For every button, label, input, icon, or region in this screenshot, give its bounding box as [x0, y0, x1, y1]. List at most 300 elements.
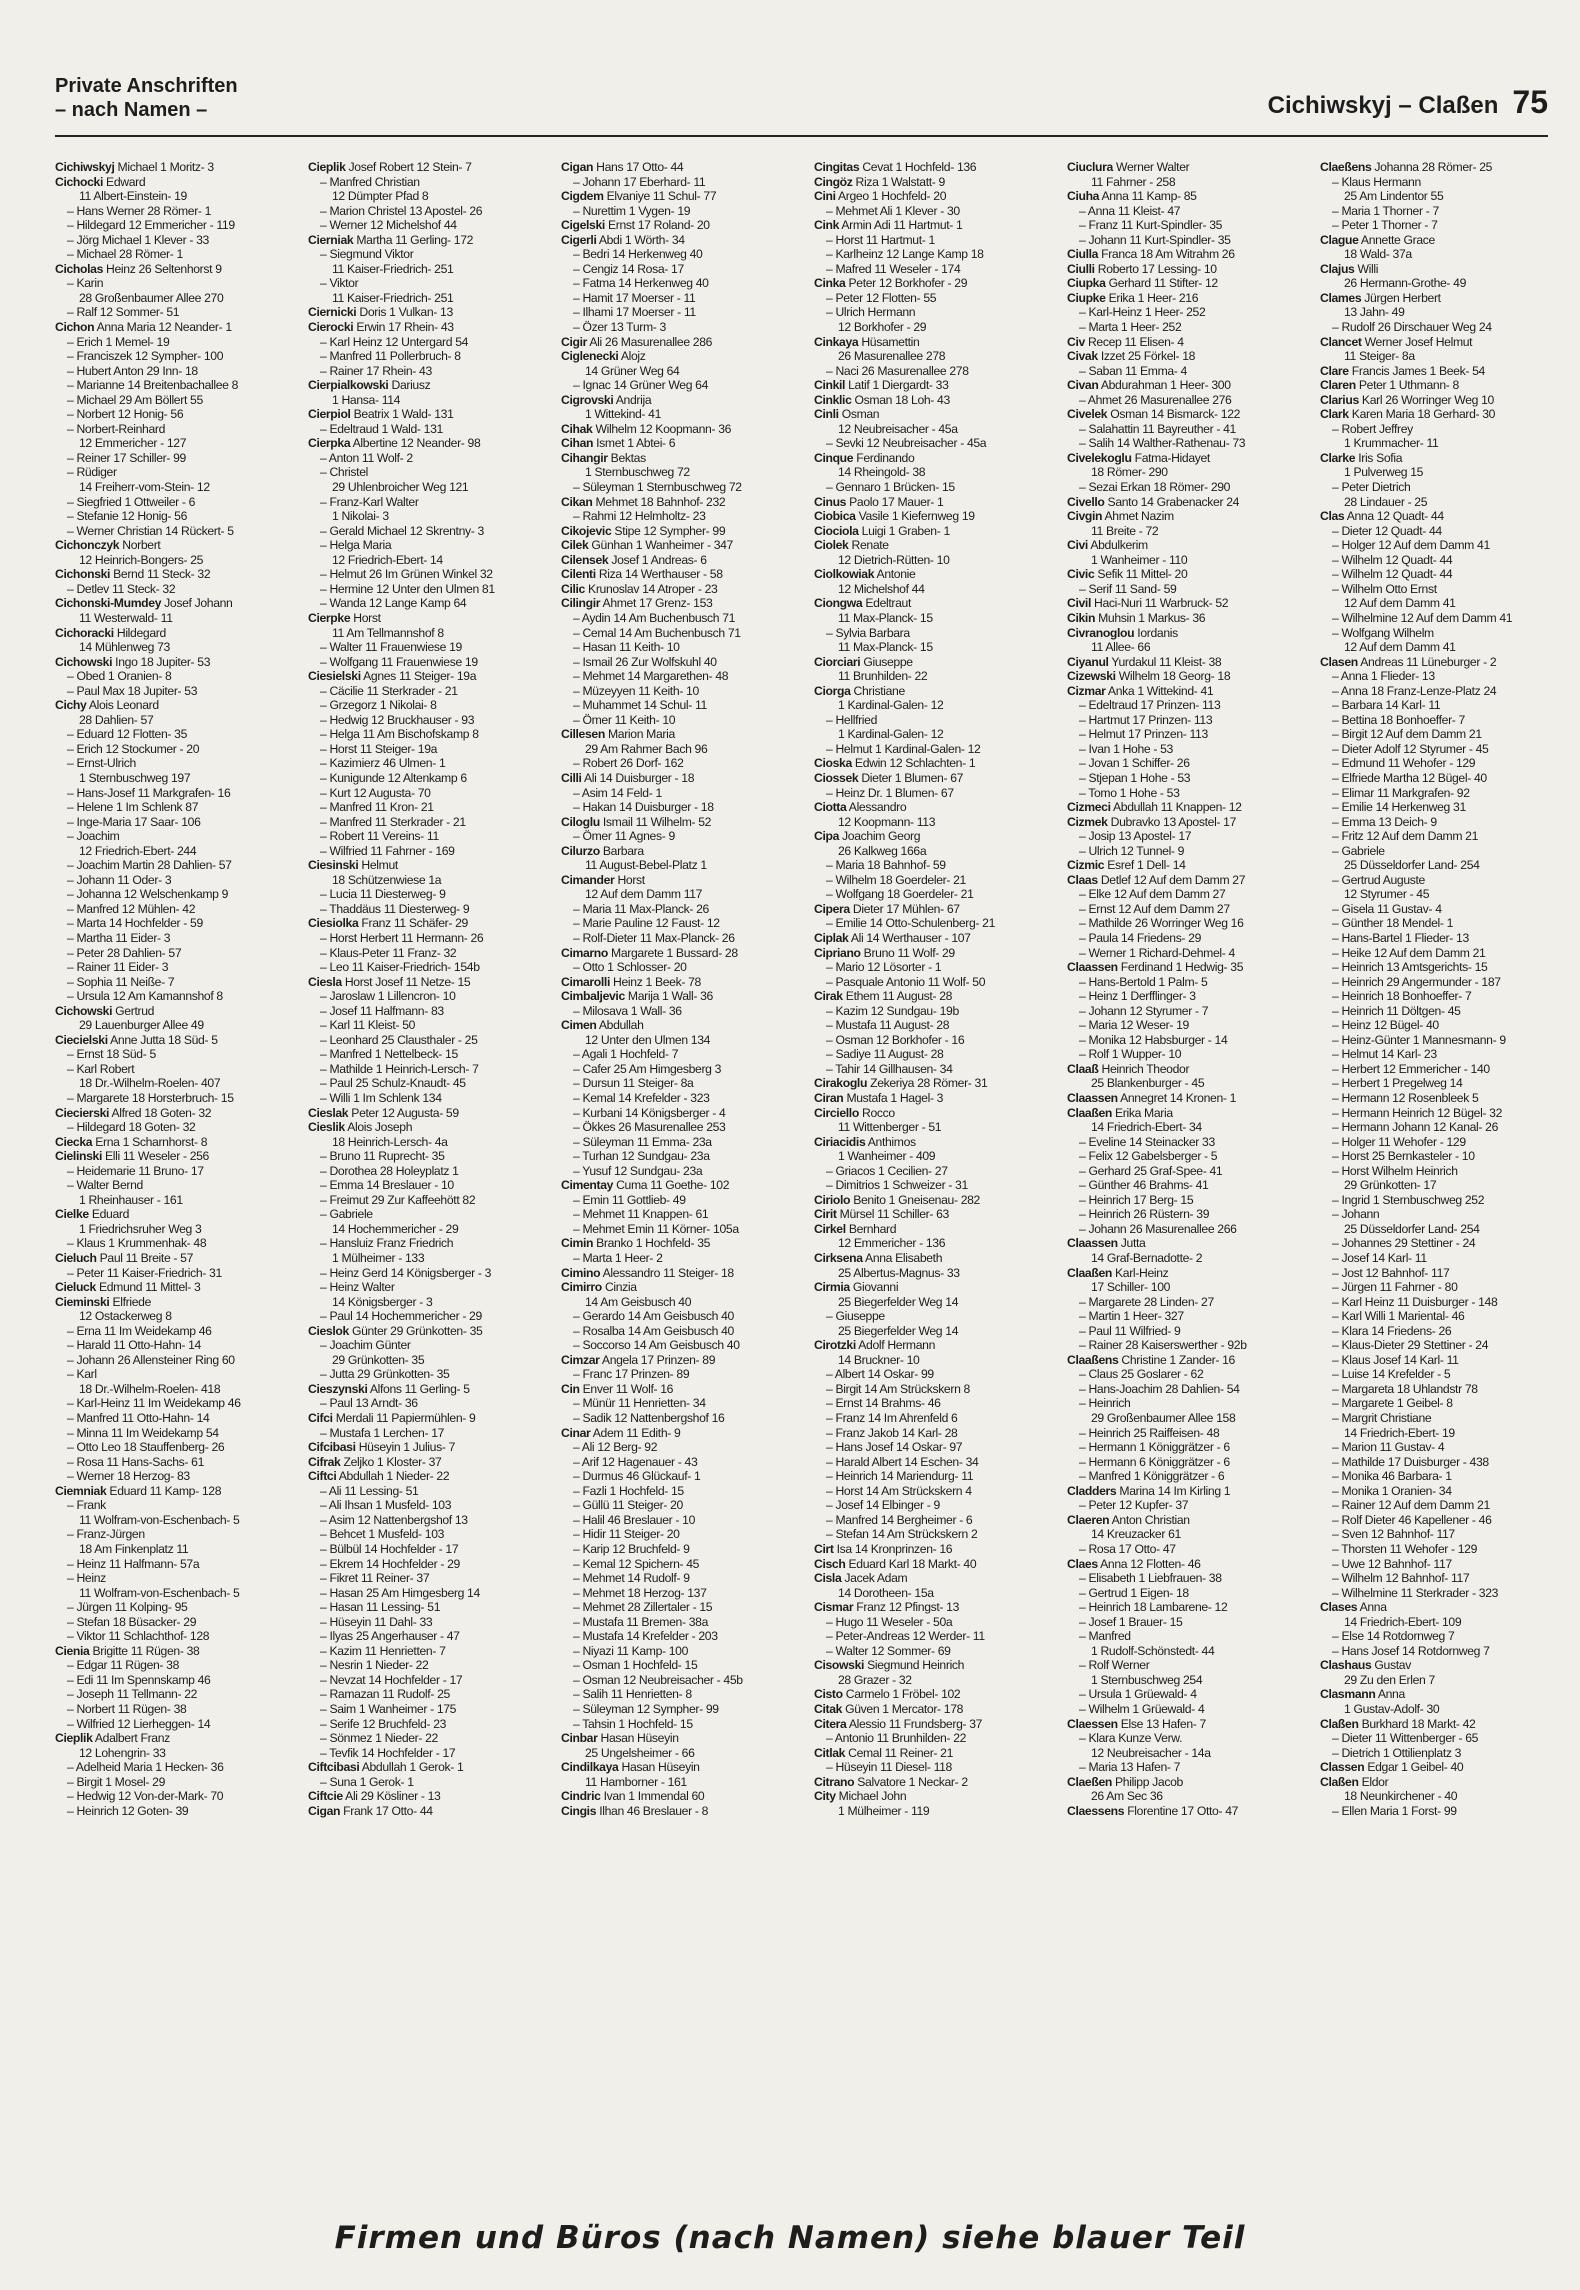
entry-surname-line — [1067, 815, 1302, 830]
entry-sub-line: – Agali 1 Hochfeld- 7 — [561, 1047, 796, 1062]
entry-sub-line: – Albert 14 Oskar- 99 — [814, 1367, 1049, 1382]
entry-sub-line: – Klara 14 Friedens- 26 — [1320, 1324, 1555, 1339]
entry-sub-line: – Ali 12 Berg- 92 — [561, 1440, 796, 1455]
entry-sub-line: – Birgit 1 Mosel- 29 — [55, 1775, 290, 1790]
entry-surname-line — [814, 800, 1049, 815]
entry-detail: Willi — [1354, 261, 1379, 276]
entry-sub-line: – Wilhelm Otto Ernst — [1320, 582, 1555, 597]
entry-sub-line: – Hans-Bartel 1 Flieder- 13 — [1320, 931, 1555, 946]
entry-surname-line — [814, 771, 1049, 786]
entry-sub-line: – Josip 13 Apostel- 17 — [1067, 829, 1302, 844]
entry-detail: Florentine 17 Otto- 47 — [1124, 1803, 1239, 1818]
entry-sub-line: – Heinz Gerd 14 Königsberger - 3 — [308, 1266, 543, 1281]
entry-sub-line: – Margarete 18 Horsterbruch- 15 — [55, 1091, 290, 1106]
surname: Clasen — [1320, 654, 1358, 669]
surname: Cizmeci — [1067, 800, 1111, 815]
entry-sub-line: – Mehmet Emin 11 Körner- 105a — [561, 1222, 796, 1237]
entry-surname-line — [308, 1804, 543, 1819]
entry-sub-line: – Gisela 11 Gustav- 4 — [1320, 902, 1555, 917]
entry-surname-line — [814, 393, 1049, 408]
entry-sub-line: – Joachim Martin 28 Dahlien- 57 — [55, 858, 290, 873]
entry-surname-line — [814, 596, 1049, 611]
entry-sub-line: – Heinz 11 Halfmann- 57a — [55, 1557, 290, 1572]
surname: Cingis — [561, 1803, 597, 1818]
entry-sub-line: – Ramazan 11 Rudolf- 25 — [308, 1687, 543, 1702]
entry-continuation-line: 12 Auf dem Damm 41 — [1344, 596, 1456, 611]
entry-sub-line: – Hans-Josef 11 Markgrafen- 16 — [55, 786, 290, 801]
entry-detail: Alois Joseph — [344, 1120, 413, 1135]
entry-sub-line: – Franz 14 Im Ahrenfeld 6 — [814, 1411, 1049, 1426]
entry-sub-line: – Johann 12 Styrumer - 7 — [1067, 1004, 1302, 1019]
surname: Ciuha — [1067, 189, 1100, 204]
entry-detail: Anna — [1375, 1687, 1405, 1702]
entry-sub-line: – Ismail 26 Zur Wolfskuhl 40 — [561, 655, 796, 670]
entry-sub-line: – Franz-Karl Walter — [308, 495, 543, 510]
entry-sub-line: – Heinrich — [1067, 1396, 1302, 1411]
surname: Cirt — [814, 1541, 834, 1556]
entry-surname-line — [814, 684, 1049, 699]
surname: Civic — [1067, 567, 1095, 582]
entry-sub-line: – Tomo 1 Hohe - 53 — [1067, 786, 1302, 801]
entry-sub-line: – Ömer 11 Keith- 10 — [561, 713, 796, 728]
entry-sub-line: – Manfred 14 Bergheimer - 6 — [814, 1513, 1049, 1528]
entry-surname-line — [1320, 509, 1555, 524]
entry-sub-line: – Klaus Hermann — [1320, 175, 1555, 190]
entry-sub-line: – Rainer 11 Eider- 3 — [55, 960, 290, 975]
entry-sub-line: – Rolf 1 Wupper- 10 — [1067, 1047, 1302, 1062]
entry-sub-line: – Sönmez 1 Nieder- 22 — [308, 1731, 543, 1746]
entry-sub-line: – Mustafa 1 Lerchen- 17 — [308, 1426, 543, 1441]
entry-continuation-line: 12 Ostackerweg 8 — [79, 1309, 172, 1324]
entry-surname-line — [814, 1571, 1049, 1586]
entry-sub-line: – Johannes 29 Stettiner - 24 — [1320, 1236, 1555, 1251]
entry-detail: Anton Christian — [1109, 1512, 1190, 1527]
entry-sub-line: – Heinrich 12 Goten- 39 — [55, 1804, 290, 1819]
entry-surname-line — [561, 538, 796, 553]
entry-sub-line: – Monika 12 Habsburger - 14 — [1067, 1033, 1302, 1048]
entry-detail: Iordanis — [1134, 625, 1178, 640]
entry-detail: Enver 11 Wolf- 16 — [579, 1381, 674, 1396]
entry-sub-line: – Kemal 12 Spichern- 45 — [561, 1557, 796, 1572]
entry-sub-line: – Bülbül 14 Hochfelder - 17 — [308, 1542, 543, 1557]
entry-detail: Giuseppe — [860, 654, 913, 669]
surname: Cihan — [561, 436, 594, 451]
entry-sub-line: – Helene 1 Im Schlenk 87 — [55, 800, 290, 815]
surname: Cilek — [561, 538, 589, 553]
entry-detail: Anne Jutta 18 Süd- 5 — [107, 1032, 218, 1047]
entry-continuation-line: 18 Schützenwiese 1a — [332, 872, 442, 887]
entry-continuation-line: 14 Am Geisbusch 40 — [585, 1294, 692, 1309]
entry-sub-line: – Suna 1 Gerok- 1 — [308, 1775, 543, 1790]
entry-sub-line: – Herbert 1 Pregelweg 14 — [1320, 1076, 1555, 1091]
surname: Cirak — [814, 989, 843, 1004]
entry-detail: Gerhard 11 Stifter- 12 — [1105, 276, 1218, 291]
surname: Cirotzki — [814, 1338, 856, 1353]
entry-sub-line: – Klaus-Dieter 29 Stettiner - 24 — [1320, 1338, 1555, 1353]
entry-sub-line: – Joseph 11 Tellmann- 22 — [55, 1687, 290, 1702]
entry-sub-line: – Hasan 11 Keith- 10 — [561, 640, 796, 655]
entry-surname-line — [55, 538, 290, 553]
entry-detail: Yurdakul 11 Kleist- 38 — [1108, 654, 1222, 669]
entry-sub-line: – Tahir 14 Gillhausen- 34 — [814, 1062, 1049, 1077]
entry-surname-line — [814, 1076, 1049, 1091]
entry-detail: Christine 1 Zander- 16 — [1118, 1352, 1235, 1367]
entry-detail: Edeltraut — [862, 596, 912, 611]
surname: Cini — [814, 189, 836, 204]
surname: Clajus — [1320, 261, 1355, 276]
entry-sub-line: – Walter Bernd — [55, 1178, 290, 1193]
entry-surname-line — [1067, 335, 1302, 350]
entry-detail: Franca 18 Am Witrahm 26 — [1098, 247, 1235, 262]
surname: City — [814, 1789, 836, 1804]
entry-continuation-line: 1 Gustav-Adolf- 30 — [1344, 1701, 1440, 1716]
surname: Cicholas — [55, 261, 103, 276]
entry-sub-line: – Ernst 12 Auf dem Damm 27 — [1067, 902, 1302, 917]
entry-sub-line: – Heinz 12 Bügel- 40 — [1320, 1018, 1555, 1033]
entry-surname-line — [1320, 393, 1555, 408]
surname: Cichon — [55, 320, 95, 335]
entry-continuation-line: 12 Auf dem Damm 41 — [1344, 640, 1456, 655]
entry-detail: Burkhard 18 Markt- 42 — [1358, 1716, 1476, 1731]
entry-sub-line: – Edeltraud 1 Wald- 131 — [308, 422, 543, 437]
entry-surname-line — [814, 829, 1049, 844]
entry-surname-line — [308, 975, 543, 990]
entry-sub-line: – Pasquale Antonio 11 Wolf- 50 — [814, 975, 1049, 990]
entry-sub-line: – Erich 12 Stockumer - 20 — [55, 742, 290, 757]
entry-detail: Elfriede — [109, 1294, 151, 1309]
entry-surname-line — [55, 160, 290, 175]
entry-detail: Ilhan 46 Breslauer - 8 — [596, 1803, 709, 1818]
entry-sub-line: – Ernst 14 Brahms- 46 — [814, 1396, 1049, 1411]
entry-continuation-line: 1 Rheinhauser - 161 — [79, 1192, 183, 1207]
entry-detail: Abdurahman 1 Heer- 300 — [1098, 378, 1231, 393]
entry-detail: Giovanni — [849, 1280, 899, 1295]
entry-sub-line: – Michael 29 Am Böllert 55 — [55, 393, 290, 408]
entry-sub-line: – Manfred — [1067, 1629, 1302, 1644]
entry-surname-line — [308, 1382, 543, 1397]
entry-sub-line: – Fikret 11 Reiner- 37 — [308, 1571, 543, 1586]
surname: Cichiwskyj — [55, 160, 115, 174]
entry-surname-line — [814, 1717, 1049, 1732]
entry-continuation-line: 11 Steiger- 8a — [1344, 349, 1415, 364]
entry-sub-line: – Margareta 18 Uhlandstr 78 — [1320, 1382, 1555, 1397]
entry-detail: Michael 1 Moritz- 3 — [114, 160, 214, 174]
entry-sub-line: – Herbert 12 Emmericher - 140 — [1320, 1062, 1555, 1077]
entry-sub-line: – Manfred 1 Königgrätzer - 6 — [1067, 1469, 1302, 1484]
entry-sub-line: – Hermann 1 Königgrätzer - 6 — [1067, 1440, 1302, 1455]
entry-sub-line: – Ömer 11 Agnes- 9 — [561, 829, 796, 844]
entry-sub-line: – Martha 11 Eider- 3 — [55, 931, 290, 946]
entry-sub-line: – Rüdiger — [55, 465, 290, 480]
surname: Ciulli — [1067, 261, 1095, 276]
entry-continuation-line: 29 Am Rahmer Bach 96 — [585, 741, 708, 756]
entry-detail: Ali 29 Kösliner - 13 — [342, 1789, 441, 1804]
entry-surname-line — [814, 1338, 1049, 1353]
entry-surname-line — [55, 1149, 290, 1164]
entry-surname-line — [55, 1033, 290, 1048]
entry-sub-line: – Gerhard 25 Graf-Spee- 41 — [1067, 1164, 1302, 1179]
entry-surname-line — [308, 611, 543, 626]
surname: Cikojevic — [561, 523, 612, 538]
entry-surname-line — [55, 262, 290, 277]
surname: Cillesen — [561, 727, 605, 742]
entry-sub-line: – Hamit 17 Moerser - 11 — [561, 291, 796, 306]
entry-surname-line — [1067, 1091, 1302, 1106]
entry-detail: Bektas — [607, 450, 646, 465]
surname: Ciriacidis — [814, 1134, 866, 1149]
surname: Clashaus — [1320, 1658, 1372, 1673]
surname: Cizmar — [1067, 683, 1106, 698]
entry-continuation-line: 12 Heinrich-Bongers- 25 — [79, 552, 204, 567]
surname: Cihangir — [561, 450, 608, 465]
entry-continuation-line: 18 Heinrich-Lersch- 4a — [332, 1134, 448, 1149]
entry-sub-line: – Hellfried — [814, 713, 1049, 728]
surname: Cigir — [561, 334, 588, 349]
entry-detail: Dariusz — [388, 378, 431, 393]
entry-surname-line — [308, 1324, 543, 1339]
entry-surname-line — [1067, 495, 1302, 510]
surname: Clarke — [1320, 450, 1356, 465]
column-2 — [308, 160, 543, 2165]
entry-detail: Alessio 11 Frundsberg- 37 — [846, 1716, 983, 1731]
entry-sub-line: – Ralf 12 Sommer- 51 — [55, 305, 290, 320]
entry-detail: Marija 1 Wall- 36 — [624, 989, 713, 1004]
surname: Cisch — [814, 1556, 846, 1571]
entry-detail: Abdulkerim — [1087, 538, 1148, 553]
surname: Claassen — [1067, 1091, 1118, 1105]
entry-detail: Cuma 11 Goethe- 102 — [613, 1178, 730, 1193]
entry-sub-line: – Hermann 12 Rosenbleek 5 — [1320, 1091, 1555, 1106]
surname: Ciyanul — [1067, 654, 1109, 669]
entry-continuation-line: 14 Königsberger - 3 — [332, 1294, 433, 1309]
entry-surname-line — [561, 233, 796, 248]
entry-surname-line — [561, 553, 796, 568]
entry-sub-line: – Manfred 12 Mühlen- 42 — [55, 902, 290, 917]
entry-sub-line: – Dieter 12 Quadt- 44 — [1320, 524, 1555, 539]
entry-sub-line: – Ellen Maria 1 Forst- 99 — [1320, 1804, 1555, 1819]
entry-sub-line: – Jaroslaw 1 Lillencron- 10 — [308, 989, 543, 1004]
entry-surname-line — [561, 160, 796, 175]
entry-sub-line: – Emma 14 Breslauer - 10 — [308, 1178, 543, 1193]
entry-surname-line — [308, 1455, 543, 1470]
entry-surname-line — [1067, 1266, 1302, 1281]
entry-detail: Mustafa 1 Hagel- 3 — [843, 1091, 944, 1105]
entry-detail: Eldor — [1358, 1774, 1389, 1789]
entry-sub-line: – Johann — [1320, 1207, 1555, 1222]
entry-detail: Margarete 1 Bussard- 28 — [608, 945, 738, 960]
entry-continuation-line: 25 Biegerfelder Weg 14 — [838, 1323, 959, 1338]
entry-sub-line: – Sevki 12 Neubreisacher - 45a — [814, 436, 1049, 451]
entry-detail: Riza 1 Walstatt- 9 — [852, 174, 945, 189]
entry-detail: Hüseyin 1 Julius- 7 — [355, 1440, 456, 1455]
entry-sub-line: – Franc 17 Prinzen- 89 — [561, 1367, 796, 1382]
entry-sub-line: – Edmund 11 Wehofer - 129 — [1320, 756, 1555, 771]
surname: Cichonski — [55, 567, 111, 582]
entry-sub-line: – Hugo 11 Weseler - 50a — [814, 1615, 1049, 1630]
entry-surname-line — [55, 655, 290, 670]
entry-surname-line — [561, 1266, 796, 1281]
entry-sub-line: – Hansluiz Franz Friedrich — [308, 1236, 543, 1251]
entry-sub-line: – Paul Max 18 Jupiter- 53 — [55, 684, 290, 699]
surname: Cinar — [561, 1425, 591, 1440]
entry-sub-line: – Süleyman 12 Sympher- 99 — [561, 1702, 796, 1717]
entry-surname-line — [1067, 451, 1302, 466]
surname: Ciobica — [814, 509, 856, 524]
entry-sub-line: – Cäcilie 11 Sterkrader - 21 — [308, 684, 543, 699]
entry-surname-line — [1067, 858, 1302, 873]
entry-detail: Osman — [838, 407, 880, 422]
entry-sub-line: – Johann 26 Allensteiner Ring 60 — [55, 1353, 290, 1368]
entry-surname-line — [561, 349, 796, 364]
entry-detail: Karen Maria 18 Gerhard- 30 — [1348, 407, 1496, 422]
entry-sub-line: – Walter 12 Sommer- 69 — [814, 1644, 1049, 1659]
surname: Claassen — [1067, 960, 1118, 975]
surname: Cierniak — [308, 232, 354, 247]
entry-sub-line: – Mathilde 26 Worringer Weg 16 — [1067, 916, 1302, 931]
entry-sub-line: – Rolf-Dieter 11 Max-Planck- 26 — [561, 931, 796, 946]
surname: Ciloglu — [561, 814, 600, 829]
entry-detail: Barbara — [599, 843, 644, 858]
entry-sub-line: – Horst Herbert 11 Hermann- 26 — [308, 931, 543, 946]
entry-sub-line: – Kurbani 14 Königsberger - 4 — [561, 1106, 796, 1121]
entry-sub-line: – Norbert 12 Honig- 56 — [55, 407, 290, 422]
entry-surname-line — [1067, 276, 1302, 291]
entry-sub-line: – Klaus-Peter 11 Franz- 32 — [308, 946, 543, 961]
entry-detail: Dieter 17 Mühlen- 67 — [849, 901, 960, 916]
entry-continuation-line: 14 Friedrich-Ebert- 34 — [1091, 1120, 1202, 1135]
entry-continuation-line: 14 Friedrich-Ebert- 109 — [1344, 1614, 1462, 1629]
surname: Cieplik — [308, 160, 346, 174]
entry-sub-line: – Rainer 17 Rhein- 43 — [308, 364, 543, 379]
entry-detail: Sefik 11 Mittel- 20 — [1094, 567, 1188, 582]
entry-continuation-line: 1 Rudolf-Schönstedt- 44 — [1091, 1643, 1215, 1658]
entry-sub-line: – Helmut 1 Kardinal-Galen- 12 — [814, 742, 1049, 757]
entry-sub-line: – Marta 1 Heer- 252 — [1067, 320, 1302, 335]
surname: Clark — [1320, 407, 1349, 422]
surname: Ciftci — [308, 1469, 337, 1484]
entry-sub-line: – Karin — [55, 276, 290, 291]
entry-sub-line: – Franciszek 12 Sympher- 100 — [55, 349, 290, 364]
entry-detail: Andreas 11 Lüneburger - 2 — [1357, 654, 1497, 669]
entry-sub-line: – Hans-Joachim 28 Dahlien- 54 — [1067, 1382, 1302, 1397]
entry-continuation-line: 25 Biegerfelder Weg 14 — [838, 1294, 959, 1309]
surname: Cimarno — [561, 945, 608, 960]
entry-surname-line — [561, 989, 796, 1004]
entry-sub-line: – Mehmet Ali 1 Klever - 30 — [814, 204, 1049, 219]
entry-surname-line — [561, 1789, 796, 1804]
entry-sub-line: – Josef 11 Halfmann- 83 — [308, 1004, 543, 1019]
entry-sub-line: – Helmut 14 Karl- 23 — [1320, 1047, 1555, 1062]
entry-sub-line: – Monika 1 Oranien- 34 — [1320, 1484, 1555, 1499]
entry-detail: Peter 12 Augusta- 59 — [348, 1105, 459, 1120]
entry-surname-line — [1067, 611, 1302, 626]
entry-sub-line: – Horst 11 Hartmut- 1 — [814, 233, 1049, 248]
entry-surname-line — [308, 320, 543, 335]
entry-surname-line — [561, 422, 796, 437]
entry-surname-line — [1067, 655, 1302, 670]
entry-sub-line: – Anna 18 Franz-Lenze-Platz 24 — [1320, 684, 1555, 699]
entry-sub-line: – Heinz — [55, 1571, 290, 1586]
surname: Claeßens — [1320, 160, 1372, 174]
surname: Cinus — [814, 494, 847, 509]
surname: Cioska — [814, 756, 852, 771]
entry-sub-line: – Behcet 1 Musfeld- 103 — [308, 1527, 543, 1542]
entry-surname-line — [1320, 335, 1555, 350]
entry-sub-line: – Manfred 11 Kron- 21 — [308, 800, 543, 815]
surname: Ciotta — [814, 800, 847, 815]
entry-continuation-line: 1 Sternbuschweg 72 — [585, 465, 690, 480]
entry-surname-line — [561, 189, 796, 204]
entry-sub-line: – Fazli 1 Hochfeld- 15 — [561, 1484, 796, 1499]
entry-sub-line: – Maria 18 Bahnhof- 59 — [814, 858, 1049, 873]
entry-sub-line: – Ingrid 1 Sternbuschweg 252 — [1320, 1193, 1555, 1208]
entry-detail: Dieter 1 Blumen- 67 — [858, 770, 964, 785]
entry-continuation-line: 12 Unter den Ulmen 134 — [585, 1032, 711, 1047]
entry-sub-line: – Jutta 29 Grünkotten- 35 — [308, 1367, 543, 1382]
entry-surname-line — [1067, 1513, 1302, 1528]
entry-continuation-line: 29 Zu den Erlen 7 — [1344, 1672, 1435, 1687]
entry-continuation-line: 1 Sternbuschweg 254 — [1091, 1672, 1203, 1687]
entry-sub-line: – Erich 1 Memel- 19 — [55, 335, 290, 350]
surname: Claaßen — [1067, 1265, 1112, 1280]
surname: Cink — [814, 218, 840, 233]
entry-sub-line: – Wanda 12 Lange Kamp 64 — [308, 596, 543, 611]
entry-sub-line: – Rudolf 26 Dirschauer Weg 24 — [1320, 320, 1555, 335]
entry-detail: Peter 1 Uthmann- 8 — [1355, 378, 1459, 393]
entry-sub-line: – Peter 12 Kupfer- 37 — [1067, 1498, 1302, 1513]
entry-sub-line: – Niyazi 11 Kamp- 100 — [561, 1644, 796, 1659]
entry-sub-line: – Heinz 1 Derfflinger- 3 — [1067, 989, 1302, 1004]
entry-continuation-line: 25 Düsseldorfer Land- 254 — [1344, 858, 1480, 873]
entry-detail: Josef Robert 12 Stein- 7 — [345, 160, 472, 174]
entry-sub-line: – Birgit 14 Am Strückskern 8 — [814, 1382, 1049, 1397]
surname: Cipriano — [814, 945, 861, 960]
entry-sub-line: – Gennaro 1 Brücken- 15 — [814, 480, 1049, 495]
surname: Ciesla — [308, 974, 342, 989]
entry-detail: Antonie — [874, 567, 916, 582]
entry-detail: Ali 26 Masurenallee 286 — [587, 334, 713, 349]
entry-sub-line: – Heinz Walter — [308, 1280, 543, 1295]
entry-surname-line — [561, 1280, 796, 1295]
entry-detail: Frank 17 Otto- 44 — [340, 1803, 433, 1818]
surname: Cieluck — [55, 1280, 96, 1295]
entry-sub-line: – Kunigunde 12 Altenkamp 6 — [308, 771, 543, 786]
entry-surname-line — [814, 407, 1049, 422]
entry-continuation-line: 11 Allee- 66 — [1091, 640, 1151, 655]
surname: Cindilkaya — [561, 1760, 619, 1775]
surname: Citlak — [814, 1745, 846, 1760]
surname: Cirakoglu — [814, 1076, 868, 1091]
entry-surname-line — [55, 596, 290, 611]
entry-detail: Ismet 1 Abtei- 6 — [593, 436, 676, 451]
entry-continuation-line: 18 Römer- 290 — [1091, 465, 1168, 480]
entry-detail: Eduard 11 Kamp- 128 — [106, 1483, 222, 1498]
entry-sub-line: – Viktor — [308, 276, 543, 291]
entry-sub-line: – Marion Christel 13 Apostel- 26 — [308, 204, 543, 219]
entry-detail: Horst — [614, 872, 645, 887]
entry-surname-line — [1067, 538, 1302, 553]
surname: Civello — [1067, 494, 1105, 509]
entry-surname-line — [1320, 451, 1555, 466]
entry-sub-line: – Otto Leo 18 Stauffenberg- 26 — [55, 1440, 290, 1455]
page-number: 75 — [1512, 84, 1548, 120]
entry-surname-line — [55, 1295, 290, 1310]
entry-detail: Josef Johann — [161, 596, 233, 611]
entry-detail: Iris Sofia — [1355, 450, 1403, 465]
surname: Cichoracki — [55, 625, 114, 640]
entry-surname-line — [55, 626, 290, 641]
entry-surname-line — [814, 655, 1049, 670]
